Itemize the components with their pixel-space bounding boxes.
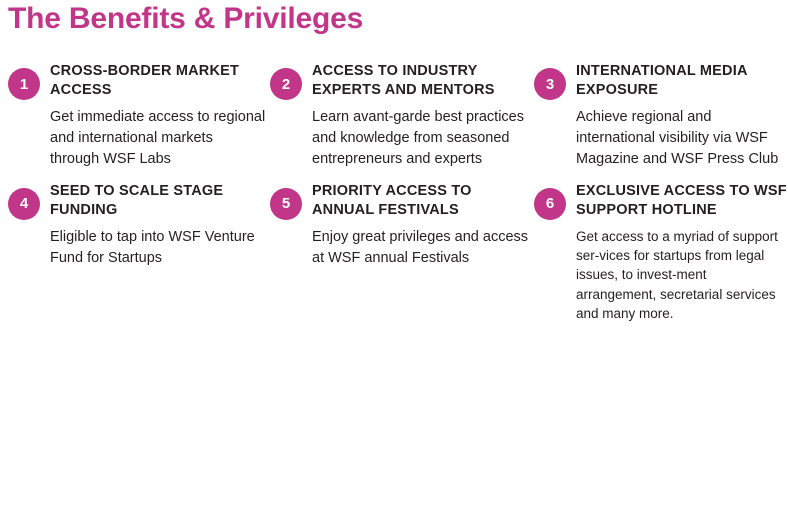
benefit-description: Enjoy great privileges and access at WSF annual Festivals bbox=[312, 229, 529, 266]
benefit-title: EXCLUSIVE ACCESS TO WSF SUPPORT HOTLINE bbox=[576, 182, 787, 218]
benefit-item-4 bbox=[0, 182, 266, 269]
benefit-description: Get access to a myriad of support ser-vices for startups from legal issues, to invest-ment arrangement, secretarial services and many more. bbox=[576, 229, 778, 321]
benefit-title: INTERNATIONAL MEDIA EXPOSURE bbox=[576, 63, 748, 99]
benefit-content bbox=[576, 182, 788, 323]
benefit-content bbox=[312, 182, 532, 269]
benefit-content bbox=[50, 182, 266, 269]
benefits-row-top bbox=[0, 62, 788, 170]
benefit-content bbox=[50, 62, 266, 170]
benefit-description: Achieve regional and international visibility via WSF Magazine and WSF Press Club bbox=[576, 109, 779, 167]
benefit-description: Get immediate access to regional and international markets through WSF Labs bbox=[50, 109, 266, 167]
page-title: The Benefits & Privileges bbox=[8, 2, 364, 35]
benefit-content bbox=[576, 62, 788, 170]
benefits-row-bottom bbox=[0, 182, 788, 323]
benefit-content bbox=[312, 62, 532, 170]
benefit-number-badge: 6 bbox=[534, 188, 566, 220]
benefit-item-6 bbox=[532, 182, 788, 323]
benefit-title: ACCESS TO INDUSTRY EXPERTS AND MENTORS bbox=[312, 63, 495, 99]
benefit-description: Eligible to tap into WSF Venture Fund for Startups bbox=[50, 229, 255, 266]
benefit-number-badge: 2 bbox=[270, 68, 302, 100]
benefit-item-2 bbox=[266, 62, 532, 170]
benefit-item-3 bbox=[532, 62, 788, 170]
benefit-description: Learn avant-garde best practices and knowledge from seasoned entrepreneurs and experts bbox=[312, 109, 524, 167]
benefit-number-badge: 5 bbox=[270, 188, 302, 220]
benefit-title: PRIORITY ACCESS TO ANNUAL FESTIVALS bbox=[312, 182, 472, 218]
benefit-number-badge: 1 bbox=[8, 68, 40, 100]
benefit-number-badge: 4 bbox=[8, 188, 40, 220]
benefit-item-1 bbox=[0, 62, 266, 170]
benefit-item-5 bbox=[266, 182, 532, 269]
benefit-title: CROSS-BORDER MARKET ACCESS bbox=[50, 63, 240, 99]
benefit-title: SEED TO SCALE STAGE FUNDING bbox=[50, 182, 224, 218]
benefits-grid bbox=[0, 62, 788, 323]
benefit-number-badge: 3 bbox=[534, 68, 566, 100]
